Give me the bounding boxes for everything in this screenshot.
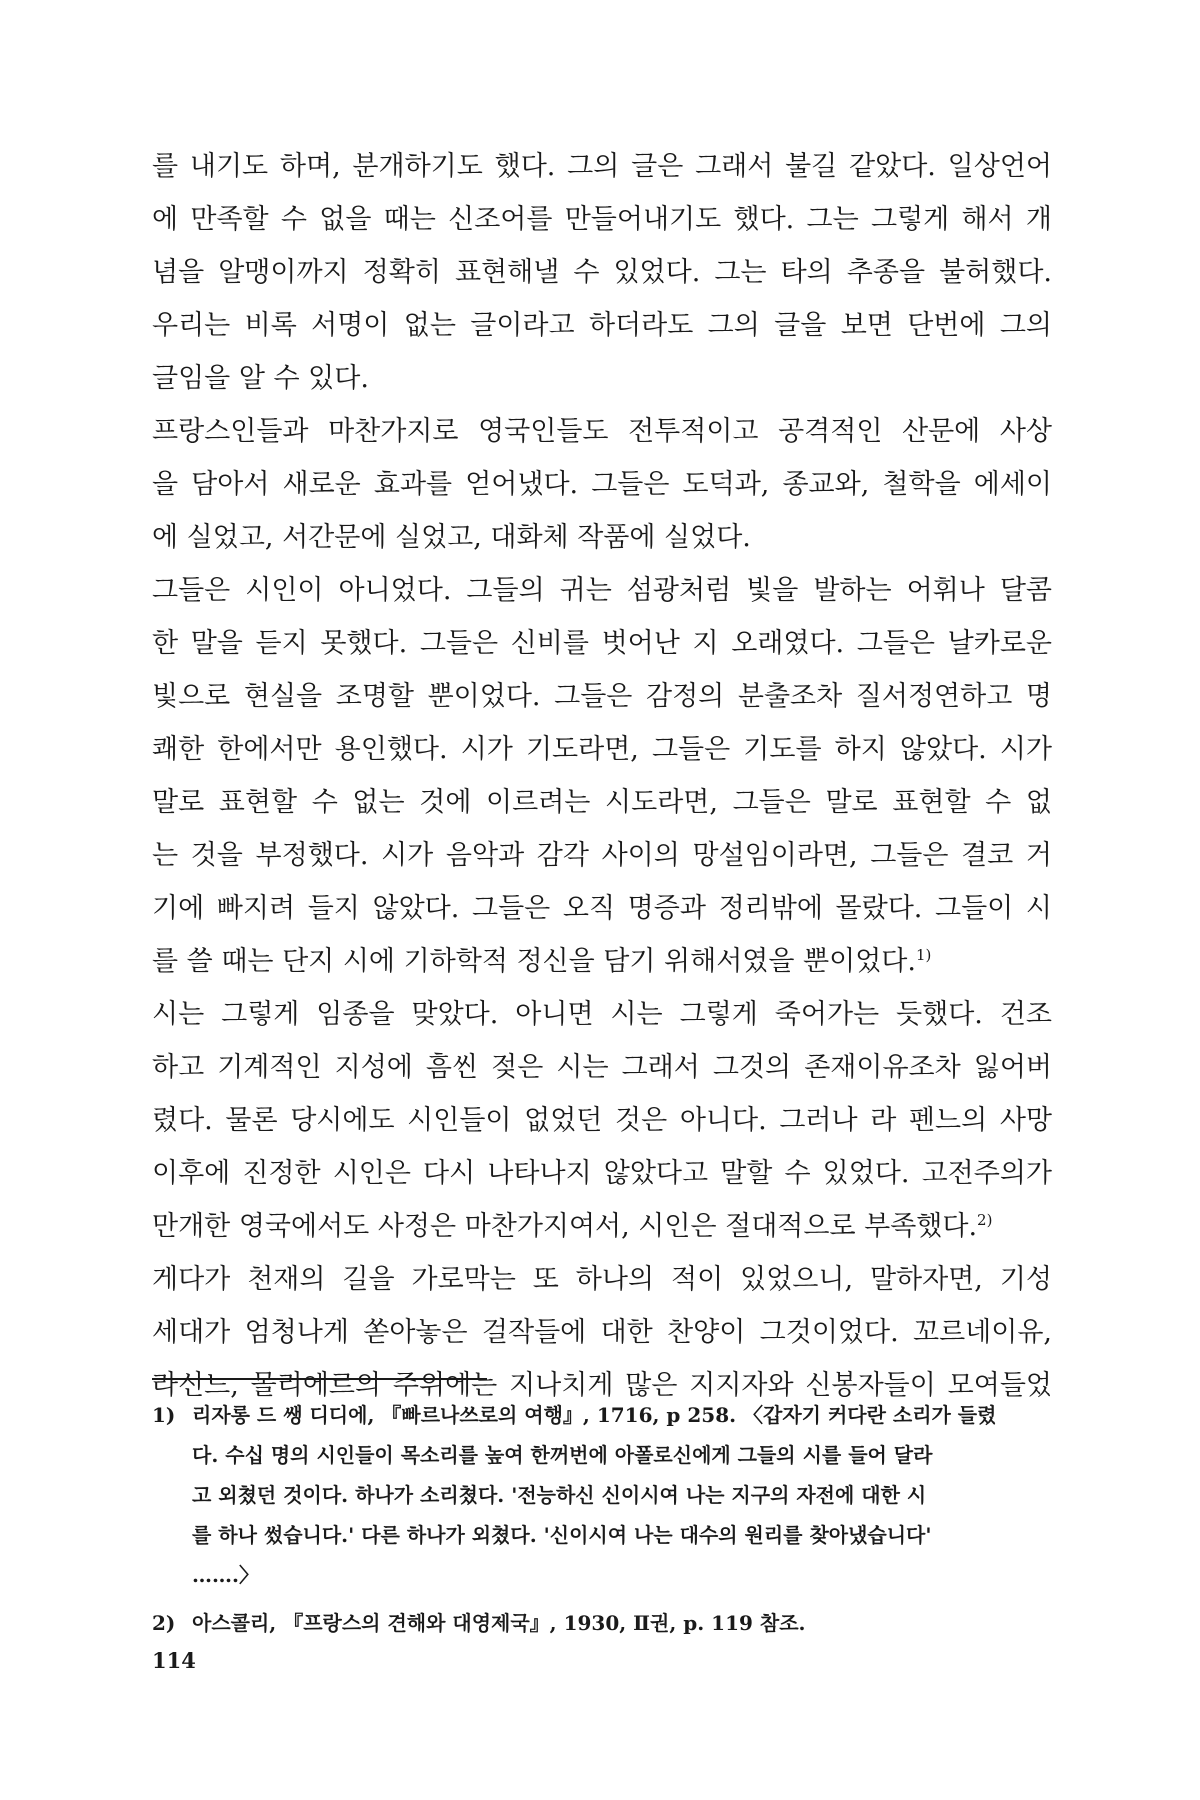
text-line: 우리는 비록 서명이 없는 글이라고 하더라도 그의 글을 보면 단번에 그의 [152,310,1052,341]
footnote-line: 고 외쳤던 것이다. 하나가 소리쳤다. '전능하신 신이시여 나는 지구의 자전에 대한 시 [192,1483,927,1507]
text-line-with-footnote [152,935,1052,988]
footnote-line: 를 하나 썼습니다.' 다른 하나가 외쳤다. '신이시여 나는 대수의 원리를 찾아냈습니다' [192,1523,932,1547]
text-line: 렸다. 물론 당시에도 시인들이 없었던 것은 아니다. 그러나 라 펜느의 사망 [152,1105,1052,1136]
text-line: 한 말을 듣지 못했다. 그들은 신비를 벗어난 지 오래였다. 그들은 날카로운 [152,628,1052,659]
text-line-with-footnote [152,1200,1052,1253]
text-line: 에 실었고, 서간문에 실었고, 대화체 작품에 실었다. [152,522,751,553]
text-line: 이후에 진정한 시인은 다시 나타나지 않았다고 말할 수 있었다. 고전주의가 [152,1158,1052,1189]
text-line: 를 쓸 때는 단지 시에 기하학적 정신을 담기 위해서였을 뿐이었다. [152,946,916,977]
text-line: 만개한 영국에서도 사정은 마찬가지여서, 시인은 절대적으로 부족했다. [152,1211,978,1242]
footnote-marker[interactable]: 1) [915,946,932,964]
footnote-marker[interactable]: 2) [977,1211,993,1229]
footnote-text: 리자롱 드 쌩 디디에, 『빠르나쓰로의 여행』, 1716, p 258. 〈갑자기 커다란 소리가 들렸 [192,1403,997,1427]
page-number: 114 [152,1648,196,1673]
text-line: 세대가 엄청나게 쏟아놓은 걸작들에 대한 찬양이 그것이었다. 꼬르네이유, [152,1317,1052,1348]
footnote-line: 다. 수십 명의 시인들이 목소리를 높여 한꺼번에 아폴로신에게 그들의 시를 들어 달라 [192,1443,933,1467]
footnote-divider [152,1378,487,1380]
footnote-line: …….〉 [192,1563,259,1587]
footnote-text: 아스콜리, 『프랑스의 견해와 대영제국』, 1930, Ⅱ권, p. 119 참조. [192,1611,806,1635]
text-line: 그들은 시인이 아니었다. 그들의 귀는 섬광처럼 빛을 발하는 어휘나 달콤 [152,575,1052,606]
text-line: 를 내기도 하며, 분개하기도 했다. 그의 글은 그래서 불길 같았다. 일상언어 [152,151,1052,182]
footnote-number: 1) [152,1403,176,1427]
text-line: 쾌한 한에서만 용인했다. 시가 기도라면, 그들은 기도를 하지 않았다. 시가 [152,734,1052,765]
text-line: 하고 기계적인 지성에 흠씬 젖은 시는 그래서 그것의 존재이유조차 잃어버 [152,1052,1052,1083]
text-line: 프랑스인들과 마찬가지로 영국인들도 전투적이고 공격적인 산문에 사상 [152,416,1052,447]
text-line: 글임을 알 수 있다. [152,363,369,394]
footnote-line [152,1395,1052,1435]
text-line: 기에 빠지려 들지 않았다. 그들은 오직 명증과 정리밖에 몰랐다. 그들이 시 [152,893,1052,924]
text-line: 게다가 천재의 길을 가로막는 또 하나의 적이 있었으니, 말하자면, 기성 [152,1264,1052,1295]
text-line: 시는 그렇게 임종을 맞았다. 아니면 시는 그렇게 죽어가는 듯했다. 건조 [152,999,1052,1030]
footnote-number: 2) [152,1611,176,1635]
text-line: 는 것을 부정했다. 시가 음악과 감각 사이의 망설임이라면, 그들은 결코 거 [152,840,1052,871]
text-line: 을 담아서 새로운 효과를 얻어냈다. 그들은 도덕과, 종교와, 철학을 에세이 [152,469,1052,500]
footnotes [152,1395,1052,1643]
footnote-line [152,1603,1052,1643]
text-line: 념을 알맹이까지 정확히 표현해낼 수 있었다. 그는 타의 추종을 불허했다. [152,257,1052,288]
text-line: 에 만족할 수 없을 때는 신조어를 만들어내기도 했다. 그는 그렇게 해서 개 [152,204,1052,235]
text-line: 라신느, 몰리에르의 주위에는 지나치게 많은 지지자와 신봉자들이 모여들었 [152,1370,1052,1401]
text-line: 말로 표현할 수 없는 것에 이르려는 시도라면, 그들은 말로 표현할 수 없 [152,787,1052,818]
body-text [152,140,1052,1412]
text-line: 빛으로 현실을 조명할 뿐이었다. 그들은 감정의 분출조차 질서정연하고 명 [152,681,1052,712]
